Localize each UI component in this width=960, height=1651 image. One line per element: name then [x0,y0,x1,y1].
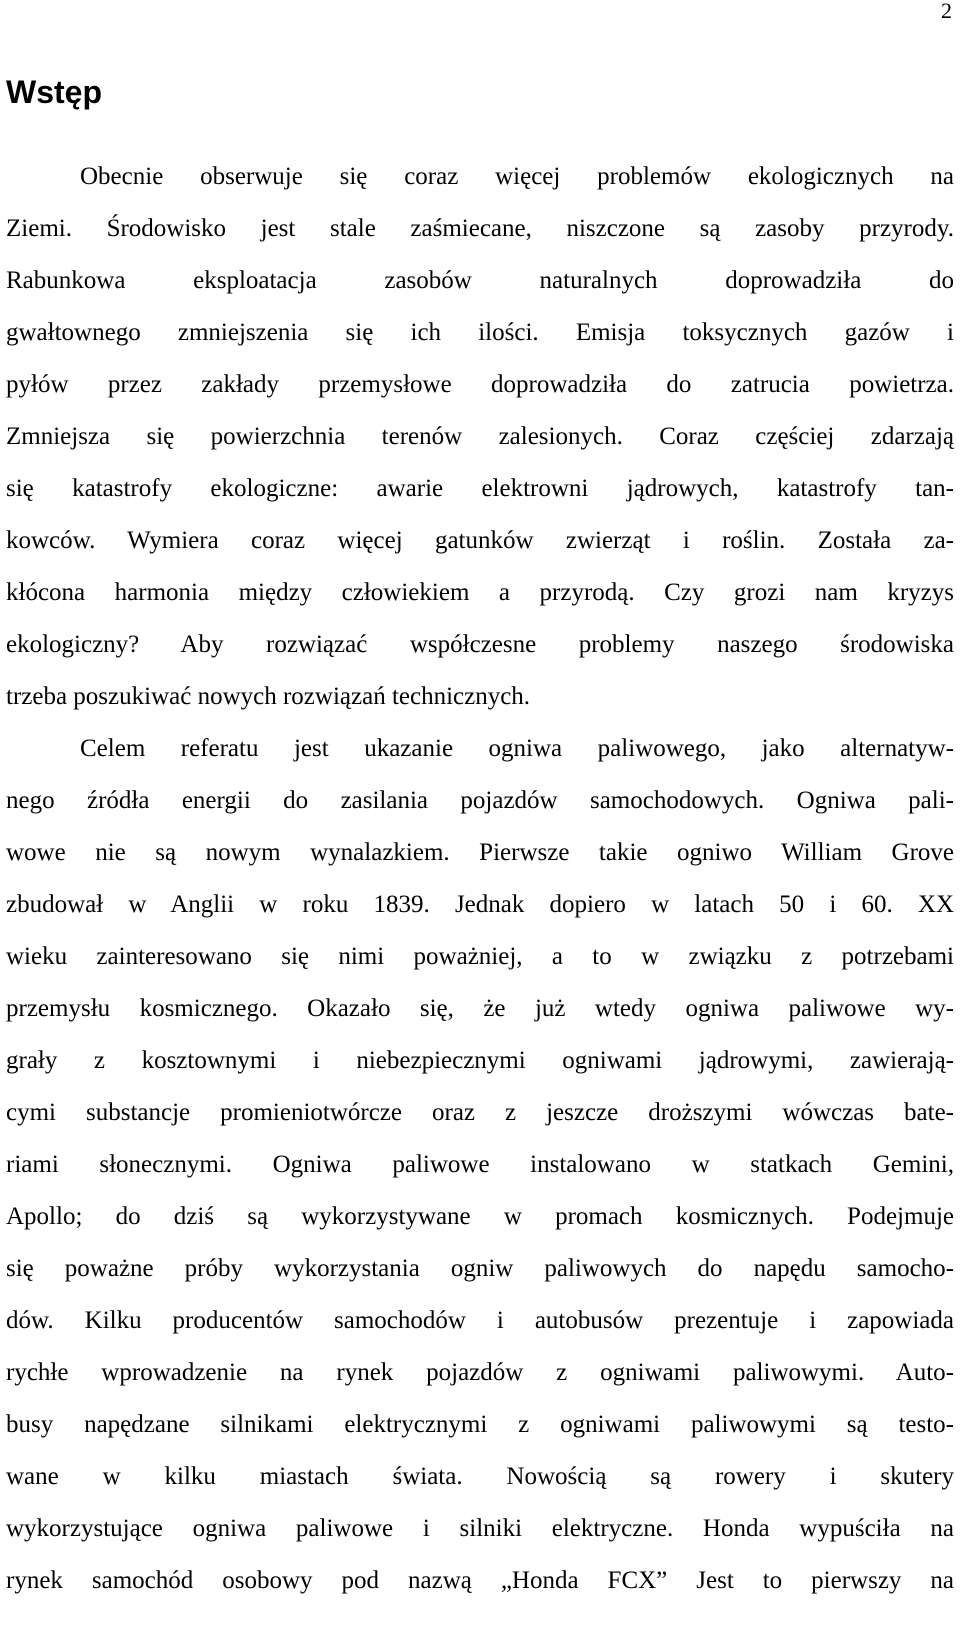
text-line: grały z kosztownymi i niebezpiecznymi ogniwami jądrowymi, zawierają- [6,1047,954,1074]
text-line: kłócona harmonia między człowiekiem a przyrodą. Czy grozi nam kryzys [6,579,954,606]
page-number: 2 [941,0,952,23]
text-line: wowe nie są nowym wynalazkiem. Pierwsze takie ogniwo William Grove [6,839,954,866]
text-line: Obecnie obserwuje się coraz więcej problemów ekologicznych na [80,163,954,190]
text-line: wieku zainteresowano się nimi poważniej, a to w związku z potrzebami [6,943,954,970]
text-line: się poważne próby wykorzystania ogniw paliwowych do napędu samocho- [6,1255,954,1282]
text-line: gwałtownego zmniejszenia się ich ilości. Emisja toksycznych gazów i [6,319,954,346]
text-line: Apollo; do dziś są wykorzystywane w promach kosmicznych. Podejmuje [6,1203,954,1230]
text-line: riami słonecznymi. Ogniwa paliwowe instalowano w statkach Gemini, [6,1151,954,1178]
text-line: rychłe wprowadzenie na rynek pojazdów z ogniwami paliwowymi. Auto- [6,1359,954,1386]
text-line: wane w kilku miastach świata. Nowością są rowery i skutery [6,1463,954,1490]
text-line: Zmniejsza się powierzchnia terenów zalesionych. Coraz częściej zdarzają [6,423,954,450]
section-heading: Wstęp [6,74,102,110]
text-line: rynek samochód osobowy pod nazwą „Honda FCX” Jest to pierwszy na [6,1567,954,1594]
text-line: wykorzystujące ogniwa paliwowe i silniki elektryczne. Honda wypuściła na [6,1515,954,1542]
text-line: zbudował w Anglii w roku 1839. Jednak dopiero w latach 50 i 60. XX [6,891,954,918]
text-line: cymi substancje promieniotwórcze oraz z jeszcze droższymi wówczas bate- [6,1099,954,1126]
text-line: busy napędzane silnikami elektrycznymi z ogniwami paliwowymi są testo- [6,1411,954,1438]
text-line: ekologiczny? Aby rozwiązać współczesne problemy naszego środowiska [6,631,954,658]
text-line: się katastrofy ekologiczne: awarie elektrowni jądrowych, katastrofy tan- [6,475,954,502]
text-line: kowców. Wymiera coraz więcej gatunków zwierząt i roślin. Została za- [6,527,954,554]
text-line: dów. Kilku producentów samochodów i autobusów prezentuje i zapowiada [6,1307,954,1334]
text-line: trzeba poszukiwać nowych rozwiązań technicznych. [6,683,531,710]
text-line: nego źródła energii do zasilania pojazdów samochodowych. Ogniwa pali- [6,787,954,814]
text-line: Rabunkowa eksploatacja zasobów naturalnych doprowadziła do [6,267,954,294]
text-line: Celem referatu jest ukazanie ogniwa paliwowego, jako alternatyw- [80,735,954,762]
text-line: Ziemi. Środowisko jest stale zaśmiecane, niszczone są zasoby przyrody. [6,215,954,242]
text-line: pyłów przez zakłady przemysłowe doprowadziła do zatrucia powietrza. [6,371,954,398]
text-line: przemysłu kosmicznego. Okazało się, że już wtedy ogniwa paliwowe wy- [6,995,954,1022]
